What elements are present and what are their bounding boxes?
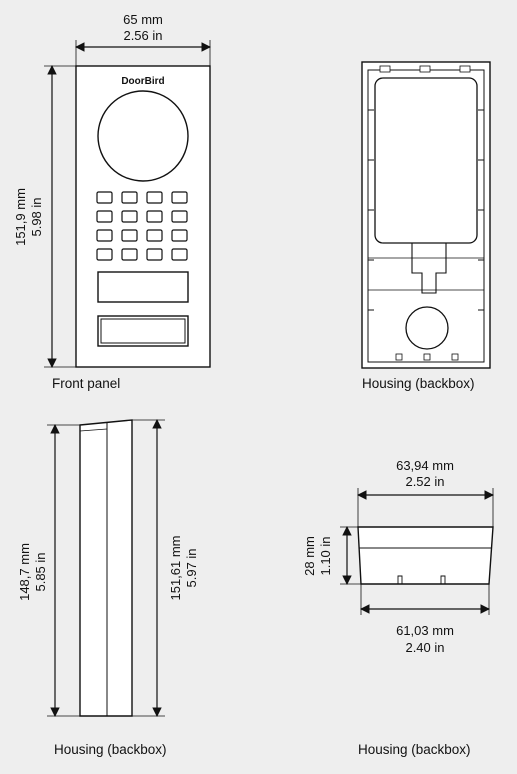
backbox-clip-top-left	[380, 66, 390, 72]
keypad-key	[147, 211, 162, 222]
front-height-in-label: 5.98 in	[29, 197, 44, 237]
bell-button-outer	[98, 316, 188, 346]
bottom-top-width-mm-label: 63,94 mm	[396, 458, 454, 473]
bottom-width-mm-label: 61,03 mm	[396, 623, 454, 638]
display-window	[98, 272, 188, 302]
backbox-clip-bottom-center	[424, 354, 430, 360]
keypad-key	[172, 230, 187, 241]
keypad-key	[97, 211, 112, 222]
backbox-clip-top-center	[420, 66, 430, 72]
keypad-key	[147, 230, 162, 241]
electronics-compartment	[375, 78, 477, 243]
backbox-front-caption: Housing (backbox)	[362, 376, 475, 391]
front-width-in-label: 2.56 in	[123, 28, 163, 43]
keypad-key	[122, 249, 137, 260]
side-view-caption: Housing (backbox)	[54, 742, 167, 757]
front-height-mm-label: 151,9 mm	[13, 188, 28, 246]
bottom-depth-mm-label: 28 mm	[302, 536, 317, 576]
side-right-height-mm-label: 151,61 mm	[168, 535, 183, 601]
side-left-height-in-label: 5.85 in	[33, 552, 48, 592]
front-panel-view	[13, 12, 210, 391]
keypad-key	[172, 192, 187, 203]
bottom-view-caption: Housing (backbox)	[358, 742, 471, 757]
keypad-key	[172, 211, 187, 222]
keypad-key	[172, 249, 187, 260]
front-panel-caption: Front panel	[52, 376, 121, 391]
brand-logo: DoorBird	[121, 76, 165, 87]
backbox-side-view	[17, 420, 199, 757]
backbox-front-view	[362, 62, 490, 391]
keypad-key	[147, 192, 162, 203]
keypad-key	[97, 249, 112, 260]
camera-lens-circle	[98, 91, 188, 181]
keypad-key	[122, 192, 137, 203]
keypad-key	[97, 192, 112, 203]
backbox-clip-bottom-left	[396, 354, 402, 360]
bottom-depth-in-label: 1.10 in	[318, 536, 333, 576]
keypad-key	[122, 230, 137, 241]
side-left-height-mm-label: 148,7 mm	[17, 543, 32, 601]
backbox-clip-top-right	[460, 66, 470, 72]
backbox-bottom-view	[302, 458, 493, 757]
keypad-key	[122, 211, 137, 222]
cable-entry-hole	[406, 307, 448, 349]
side-right-height-in-label: 5.97 in	[184, 548, 199, 588]
bottom-top-width-in-label: 2.52 in	[405, 474, 445, 489]
front-width-mm-label: 65 mm	[123, 12, 163, 27]
bottom-view-body	[358, 527, 493, 584]
keypad-key	[147, 249, 162, 260]
bottom-width-in-label: 2.40 in	[405, 640, 445, 655]
keypad-key	[97, 230, 112, 241]
backbox-clip-bottom-right	[452, 354, 458, 360]
side-view-body	[80, 420, 132, 716]
